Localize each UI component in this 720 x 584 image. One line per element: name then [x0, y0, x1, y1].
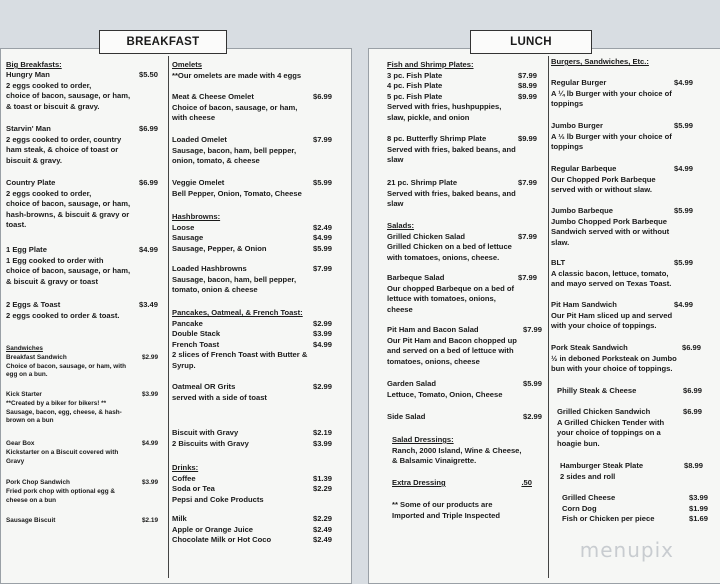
- menu-item: [6, 70, 158, 112]
- item-name: Chocolate Milk or Hot Coco: [172, 535, 272, 545]
- menu-item: [551, 78, 693, 110]
- lunch-column-divider: [548, 56, 549, 578]
- item-price: $6.99: [312, 92, 332, 101]
- import-footnote: ** Some of our products are Imported and Triple Inspected: [392, 500, 501, 520]
- item-name: Hamburger Steak Plate: [560, 461, 644, 470]
- menu-item: [551, 343, 701, 375]
- item-desc: 2 eggs cooked to order, choice of bacon, sausage, or ham, hash-browns, & biscuit & gravy or toast.: [6, 188, 131, 230]
- item-desc: 1 Egg cooked to order with choice of bacon, sausage, or ham, & biscuit & gravy or toast: [6, 255, 131, 286]
- item-price: $1.99: [688, 503, 708, 513]
- breakfast-title: BREAKFAST: [99, 30, 227, 54]
- menu-item: [551, 300, 693, 332]
- menu-item: [6, 245, 158, 287]
- item-price: $4.99: [142, 440, 158, 447]
- item-desc: Fried pork chop with optional egg & cheese on a bun: [6, 487, 115, 504]
- menu-item: [551, 121, 693, 153]
- item-desc: Our Pit Ham sliced up and served with your choice of toppings.: [551, 310, 673, 331]
- menu-item: [551, 206, 693, 248]
- menu-item: [557, 407, 702, 449]
- item-name: Gear Box: [6, 440, 35, 447]
- item-desc: Kickstarter on a Biscuit covered with Gravy: [6, 448, 119, 465]
- fish-section: [387, 60, 537, 124]
- item-price: $6.99: [138, 124, 158, 133]
- hashbrowns-section: [172, 212, 332, 254]
- item-name: 21 pc. Shrimp Plate: [387, 178, 458, 187]
- salad-dressings-section: [392, 435, 547, 467]
- burgers-section: [551, 57, 697, 68]
- menu-item: [172, 92, 332, 124]
- menupix-watermark: menupix: [579, 538, 674, 562]
- item-name: Veggie Omelet: [172, 178, 225, 187]
- item-desc: Served with fries, hushpuppies, slaw, pickle, and onion: [387, 102, 502, 122]
- section-header: Hashbrowns:: [172, 212, 221, 221]
- item-price: $5.99: [673, 206, 693, 215]
- menu-item: [560, 461, 703, 482]
- item-price: $4.99: [673, 164, 693, 173]
- item-price: $4.99: [673, 78, 693, 87]
- item-price: $5.99: [522, 379, 542, 388]
- item-name: Coffee: [172, 473, 196, 483]
- item-price: $2.99: [142, 353, 158, 361]
- item-name: Sausage: [172, 233, 204, 243]
- item-name: Regular Burger: [551, 78, 607, 87]
- item-name: Kick Starter: [6, 391, 42, 398]
- omelets-section: [172, 60, 332, 81]
- big-breakfasts-section: [6, 60, 158, 71]
- item-price: $2.99: [312, 318, 332, 328]
- item-name: Pepsi and Coke Products: [172, 494, 264, 504]
- menu-item: [172, 382, 332, 403]
- section-header: Drinks:: [172, 463, 199, 472]
- menu-item: [172, 428, 332, 449]
- item-name: BLT: [551, 258, 566, 267]
- item-price: $7.99: [517, 178, 537, 187]
- item-price: $7.99: [517, 70, 537, 80]
- item-desc: Our Chopped Pork Barbeque served with or without slaw.: [551, 174, 656, 195]
- item-price: $3.99: [312, 329, 332, 339]
- item-desc: Our Pit Ham and Bacon chopped up and served on a bed of lettuce with tomatoes, onions, cheese: [387, 335, 517, 366]
- item-price: $4.99: [312, 233, 332, 243]
- item-price: $8.99: [517, 81, 537, 91]
- item-price: $2.99: [312, 382, 332, 391]
- item-price: $7.99: [312, 264, 332, 273]
- item-desc: Served with fries, baked beans, and slaw: [387, 188, 516, 209]
- extras-list: [562, 493, 708, 525]
- item-name: Grilled Chicken Salad: [387, 231, 466, 241]
- item-price: $3.99: [312, 438, 332, 448]
- menu-item: [387, 273, 537, 315]
- item-name: Philly Steak & Cheese: [557, 386, 637, 395]
- item-name: 2 Eggs & Toast: [6, 300, 61, 309]
- menu-item: [172, 178, 332, 199]
- item-price: $3.99: [142, 479, 158, 486]
- item-desc: ½ in deboned Porksteak on Jumbo bun with your choice of toppings.: [551, 353, 677, 374]
- item-price: $6.99: [682, 386, 702, 395]
- section-header: Burgers, Sandwiches, Etc.:: [551, 57, 649, 66]
- item-name: 4 pc. Fish Plate: [387, 81, 443, 91]
- item-price: $5.99: [312, 178, 332, 187]
- item-name: Pork Chop Sandwich: [6, 479, 70, 486]
- item-desc: A Grilled Chicken Tender with your choice of toppings on a hoagie bun.: [557, 417, 665, 448]
- item-name: Jumbo Barbeque: [551, 206, 614, 215]
- item-name: Fish or Chicken per piece: [562, 514, 655, 524]
- item-name: Double Stack: [172, 329, 221, 339]
- item-name: Pork Steak Sandwich: [551, 343, 628, 352]
- item-price: $7.99: [517, 231, 537, 241]
- item-price: $2.49: [312, 222, 332, 232]
- salads-section: [387, 221, 537, 263]
- item-name: French Toast: [172, 339, 220, 349]
- item-desc: Sausage, bacon, ham, bell pepper, tomato, onion & cheese: [172, 274, 297, 295]
- item-name: Pancake: [172, 318, 203, 328]
- menu-item: [387, 134, 537, 166]
- item-name: 8 pc. Butterfly Shrimp Plate: [387, 134, 487, 143]
- menu-item: [6, 300, 158, 321]
- item-desc: A ¼ lb Burger with your choice of toppings: [551, 88, 672, 109]
- item-desc: served with a side of toast: [172, 392, 267, 402]
- item-name: Breakfast Sandwich: [6, 353, 67, 361]
- item-price: $7.99: [517, 273, 537, 282]
- breakfast-column-divider: [168, 56, 169, 578]
- item-desc: Served with fries, baked beans, and slaw: [387, 144, 516, 165]
- menu-item: [551, 164, 693, 196]
- drinks-section: [172, 463, 332, 505]
- menu-item: [387, 379, 542, 400]
- menu-item: [387, 178, 537, 210]
- section-header: Fish and Shrimp Plates:: [387, 60, 474, 69]
- item-name: 2 Biscuits with Gravy: [172, 438, 249, 448]
- item-price: $6.99: [681, 343, 701, 352]
- menu-item: [557, 386, 702, 397]
- item-name: Milk: [172, 514, 187, 523]
- item-price: $2.19: [142, 517, 158, 524]
- item-price: $5.99: [673, 258, 693, 267]
- item-name: Sausage Biscuit: [6, 517, 56, 524]
- item-name: Country Plate: [6, 178, 56, 187]
- item-desc: **Created by a biker for bikers! ** Sausage, bacon, egg, cheese, & hash- brown on a bun: [6, 399, 122, 425]
- item-price: $3.49: [138, 300, 158, 309]
- item-name: Barbeque Salad: [387, 273, 445, 282]
- pancakes-section: [172, 308, 332, 372]
- item-price: $4.99: [673, 300, 693, 309]
- item-desc: 2 slices of French Toast with Butter & Syrup.: [172, 350, 308, 370]
- lunch-title: LUNCH: [470, 30, 592, 54]
- item-desc: Bell Pepper, Onion, Tomato, Cheese: [172, 188, 302, 198]
- item-desc: Choice of bacon, sausage, or ham, with egg on a bun.: [6, 362, 127, 379]
- menu-item: [6, 440, 158, 466]
- item-name: Jumbo Burger: [551, 121, 603, 130]
- dressings-list: Ranch, 2000 Island, Wine & Cheese, & Balsamic Vinaigrette.: [392, 445, 522, 466]
- section-header: Salads:: [387, 221, 415, 230]
- menu-item: [172, 264, 332, 296]
- item-price: $2.29: [312, 484, 332, 494]
- item-name: Extra Dressing: [392, 478, 446, 487]
- item-name: Soda or Tea: [172, 484, 215, 494]
- item-name: Grilled Cheese: [562, 493, 616, 502]
- item-price: $4.99: [138, 245, 158, 254]
- item-name: Pit Ham Sandwich: [551, 300, 617, 309]
- item-desc: 2 eggs cooked to order, country ham steak, & choice of toast or biscuit & gravy.: [6, 134, 122, 165]
- item-desc: Jumbo Chopped Pork Barbeque Sandwich served with or without slaw.: [551, 216, 670, 247]
- item-desc: Grilled Chicken on a bed of lettuce with tomatoes, onions, cheese.: [387, 242, 512, 262]
- item-price: $5.50: [138, 70, 158, 79]
- item-desc: 2 eggs cooked to order, choice of bacon, sausage, or ham, & toast or biscuit & gravy.: [6, 80, 131, 111]
- item-name: Biscuit with Gravy: [172, 428, 239, 437]
- item-desc: A classic bacon, lettuce, tomato, and mayo served on Texas Toast.: [551, 268, 672, 289]
- item-name: Hungry Man: [6, 70, 50, 79]
- item-price: $7.99: [312, 135, 332, 144]
- item-price: $2.29: [312, 514, 332, 523]
- section-header: Salad Dressings:: [392, 435, 454, 444]
- item-name: Pit Ham and Bacon Salad: [387, 325, 479, 334]
- item-desc: 2 sides and roll: [560, 471, 616, 481]
- item-name: Corn Dog: [562, 503, 597, 513]
- item-name: Loaded Hashbrowns: [172, 264, 247, 273]
- item-name: 5 pc. Fish Plate: [387, 91, 443, 101]
- menu-item: [551, 258, 693, 290]
- item-price: $4.99: [312, 339, 332, 349]
- section-header: Omelets: [172, 60, 202, 69]
- item-name: Apple or Orange Juice: [172, 524, 254, 534]
- menu-item: [387, 412, 542, 423]
- item-price: $2.49: [312, 535, 332, 545]
- menu-item: [387, 325, 542, 367]
- item-name: Regular Barbeque: [551, 164, 617, 173]
- item-price: $9.99: [517, 91, 537, 101]
- item-desc: A ⅓ lb Burger with your choice of toppings: [551, 131, 672, 152]
- section-header: Sandwiches: [6, 345, 43, 352]
- item-price: $9.99: [517, 134, 537, 143]
- item-price: $5.99: [312, 243, 332, 253]
- item-price: $6.99: [682, 407, 702, 416]
- drinks-list-2: [172, 514, 332, 546]
- section-header: Pancakes, Oatmeal, & French Toast:: [172, 308, 303, 317]
- item-price: $1.39: [312, 473, 332, 483]
- item-price: $2.19: [312, 428, 332, 437]
- menu-item: [6, 391, 158, 426]
- item-price: $7.99: [522, 325, 542, 334]
- item-desc: Our chopped Barbeque on a bed of lettuce with tomatoes, onions, cheese: [387, 283, 514, 314]
- item-name: Grilled Chicken Sandwich: [557, 407, 651, 416]
- menu-item: [6, 517, 158, 526]
- item-price: $6.99: [138, 178, 158, 187]
- item-price: $8.99: [683, 461, 703, 470]
- item-price: $3.99: [688, 493, 708, 502]
- item-price: $2.49: [312, 524, 332, 534]
- menu-item: [6, 124, 158, 166]
- item-desc: 2 eggs cooked to order & toast.: [6, 310, 120, 320]
- item-name: Starvin' Man: [6, 124, 51, 133]
- item-name: Loose: [172, 222, 195, 232]
- item-price: $5.99: [673, 121, 693, 130]
- item-desc: Sausage, bacon, ham, bell pepper, onion, tomato, & cheese: [172, 145, 297, 166]
- menu-item: [6, 178, 158, 231]
- item-desc: Lettuce, Tomato, Onion, Cheese: [387, 389, 503, 399]
- item-name: Meat & Cheese Omelet: [172, 92, 254, 101]
- extra-dressing: [392, 478, 532, 489]
- sandwiches-section: [6, 345, 158, 380]
- item-name: 1 Egg Plate: [6, 245, 47, 254]
- footnote: [392, 500, 542, 521]
- item-price: $1.69: [688, 514, 708, 524]
- section-header: Big Breakfasts:: [6, 60, 62, 69]
- menu-item: [172, 135, 332, 167]
- item-name: Garden Salad: [387, 379, 436, 388]
- item-name: 3 pc. Fish Plate: [387, 70, 443, 80]
- item-price: $2.99: [522, 412, 542, 421]
- item-name: Loaded Omelet: [172, 135, 227, 144]
- item-price: .50: [521, 478, 532, 487]
- menu-item: [6, 479, 158, 505]
- item-name: Side Salad: [387, 412, 426, 421]
- omelets-note: **Our omelets are made with 4 eggs: [172, 70, 302, 80]
- item-price: $3.99: [142, 391, 158, 398]
- item-desc: Choice of bacon, sausage, or ham, with cheese: [172, 102, 298, 123]
- item-name: Sausage, Pepper, & Onion: [172, 243, 267, 253]
- item-name: Oatmeal OR Grits: [172, 382, 236, 391]
